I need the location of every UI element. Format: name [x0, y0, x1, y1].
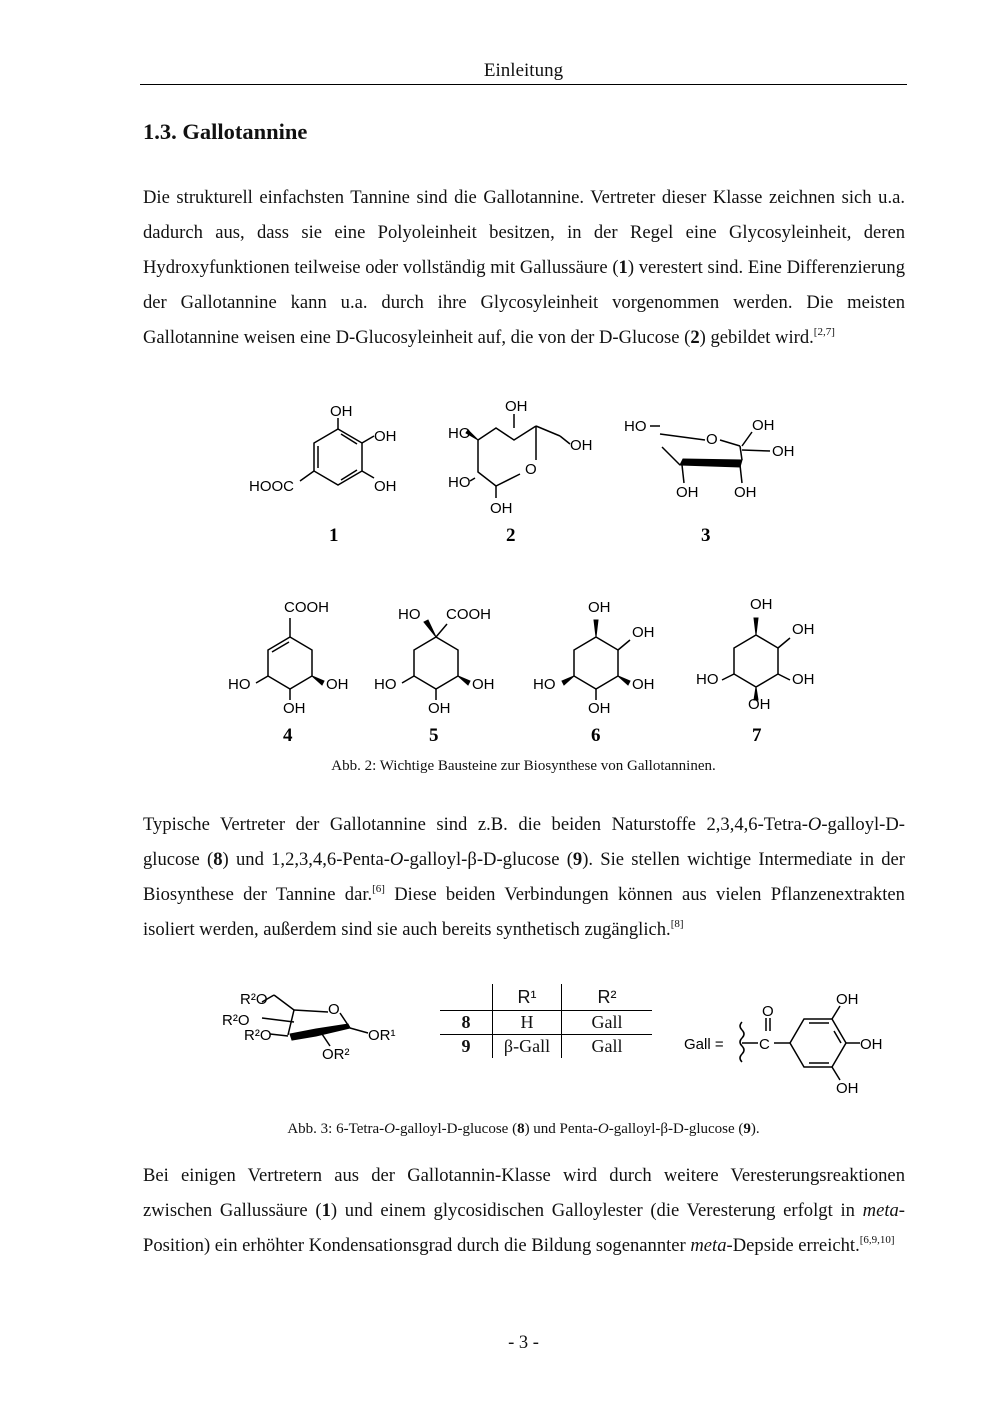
- compound-ref: 1: [618, 257, 628, 278]
- atom-label: COOH: [446, 606, 491, 623]
- atom-label: OH: [505, 398, 528, 415]
- structure-furanose: [624, 417, 795, 501]
- structure-quinic-acid: [374, 606, 495, 717]
- text-run: -galloyl-β-: [608, 1121, 674, 1137]
- table-cell-r2: Gall: [562, 1035, 653, 1059]
- atom-label: HO: [624, 418, 647, 435]
- text-run: Typische Vertreter der Gallotannine sind z.B. die beiden Naturstoffe 2,3,4,6-Tetra-: [143, 814, 808, 835]
- stereo-descriptor: D: [885, 814, 899, 835]
- compound-ref: 9: [743, 1121, 751, 1137]
- text-run: -galloyl-β-: [403, 849, 484, 870]
- atom-label: OH: [374, 478, 397, 495]
- column-header-r2: R²: [562, 984, 653, 1011]
- atom-label: OH: [428, 700, 451, 717]
- atom-label: HO: [696, 671, 719, 688]
- table-corner: [440, 984, 493, 1011]
- text-run: ).: [750, 1121, 760, 1137]
- atom-label: OH: [326, 676, 349, 693]
- text-run: ). Sie stellen wichtige Intermediate in der Biosynthese der Tannine dar.: [143, 849, 905, 905]
- atom-label: OH: [283, 700, 306, 717]
- atom-label: OH: [836, 1080, 859, 1097]
- structure-inositol-7: [696, 596, 815, 713]
- atom-label: OH: [570, 437, 593, 454]
- atom-label: R²O: [222, 1012, 250, 1029]
- citation: [6]: [372, 883, 385, 895]
- compound-ref: 2: [690, 327, 700, 348]
- table-cell-compound: 8: [440, 1011, 493, 1035]
- atom-label: O: [706, 431, 718, 448]
- atom-label: OH: [676, 484, 699, 501]
- text-run: ) und 1,2,3,4,6-Penta-: [222, 849, 390, 870]
- atom-label: O: [762, 1003, 774, 1020]
- compound-label: 1: [329, 525, 339, 546]
- atom-label: OH: [330, 403, 353, 420]
- compound-label: 7: [752, 725, 762, 746]
- paragraph-representatives: [143, 807, 905, 947]
- text-run: ) verestert sind. Eine Differenzierung der Gallotannine kann u.a. durch ihre Glycosyleinheit vorgenommen werden. Die meisten Gallotannine weisen eine: [143, 257, 905, 348]
- atom-label: O: [328, 1001, 340, 1018]
- table-cell-compound: 9: [461, 1036, 471, 1056]
- atom-label: OH: [472, 676, 495, 693]
- text-run: -Glucosyleinheit auf, die von der: [349, 327, 599, 348]
- table-cell-r1: β-Gall: [493, 1035, 562, 1059]
- text-run: -glucose (: [683, 1121, 744, 1137]
- citation: [2,7]: [813, 326, 835, 338]
- atom-label: OH: [734, 484, 757, 501]
- structure-glucose: [448, 398, 593, 517]
- atom-label: OH: [752, 417, 775, 434]
- compound-ref: 8: [213, 849, 223, 870]
- figure-3-caption: [140, 1121, 907, 1138]
- atom-label: HO: [374, 676, 397, 693]
- text-run: -galloyl-D-glucose (: [395, 1121, 518, 1137]
- atom-label: HO: [228, 676, 251, 693]
- stereo-descriptor: D: [483, 849, 497, 870]
- atom-label: C: [759, 1036, 770, 1053]
- atom-label: OH: [772, 443, 795, 460]
- text-run: ) und Penta-: [524, 1121, 598, 1137]
- atom-label: HO: [448, 425, 471, 442]
- italic-atom: O: [807, 814, 822, 835]
- citation: [8]: [670, 918, 684, 930]
- stereo-descriptor: D: [673, 1121, 684, 1137]
- atom-label: HO: [398, 606, 421, 623]
- atom-label: OH: [490, 500, 513, 517]
- text-run: Diese beiden Verbindungen können aus vielen Pflanzenextrakten isoliert werden, außerdem sind sie auch bereits synthetisch zugänglich.: [143, 884, 905, 940]
- atom-label: OH: [748, 696, 771, 713]
- italic-term: meta: [690, 1235, 727, 1256]
- paragraph-depsides: [143, 1158, 905, 1263]
- text-run: Bei einigen Vertretern aus der Gallotannin-Klasse wird durch weitere Veresterungsreaktionen zwischen Gallussäure (: [143, 1165, 905, 1221]
- atom-label: OH: [792, 621, 815, 638]
- table-row: [440, 1035, 652, 1059]
- atom-label: R²O: [244, 1027, 272, 1044]
- italic-atom: O: [389, 849, 404, 870]
- text-run: -Depside erreicht.: [726, 1235, 860, 1256]
- atom-label: OH: [374, 428, 397, 445]
- compound-ref: 8: [517, 1121, 525, 1137]
- atom-label: OR¹: [368, 1027, 396, 1044]
- citation: [6,9,10]: [859, 1234, 895, 1246]
- stereo-descriptor: D: [598, 327, 613, 348]
- running-head: Einleitung: [483, 60, 564, 81]
- figure-2-caption: Abb. 2: Wichtige Bausteine zur Biosynthese von Gallotanninen.: [331, 758, 716, 774]
- structure-inositol-6: [533, 599, 655, 717]
- atom-label: OH: [588, 700, 611, 717]
- compound-ref: 1: [321, 1200, 331, 1221]
- substituent-table: [440, 984, 652, 1058]
- atom-label: Gall =: [684, 1036, 724, 1053]
- text-run: Die strukturell einfachsten Tannine sind die Gallotannine. Vertreter dieser Klasse zeichnen sich u.a. dadurch aus, dass sie eine Polyoleinheit besitzen, in der Regel eine Glycosyleinheit, deren Hydroxyfunktionen teilweise oder vollständig mit Gallussäure (: [143, 187, 905, 278]
- structure-galloyl-definition: [684, 991, 883, 1097]
- column-header-r1: R¹: [493, 984, 562, 1011]
- italic-term: meta: [862, 1200, 899, 1221]
- atom-label: OH: [632, 676, 655, 693]
- stereo-descriptor: D: [335, 327, 350, 348]
- atom-label: O: [525, 461, 537, 478]
- structure-gallic-acid: [249, 403, 397, 495]
- compound-label: 6: [591, 725, 601, 746]
- text-run: ) gebildet wird.: [699, 327, 814, 348]
- atom-label: HO: [448, 474, 471, 491]
- atom-label: OH: [588, 599, 611, 616]
- text-run: -galloyl-: [821, 814, 886, 835]
- atom-label: OH: [750, 596, 773, 613]
- structure-galloyl-glucose: [222, 991, 396, 1063]
- compound-label: 3: [701, 525, 711, 546]
- atom-label: OH: [836, 991, 859, 1008]
- table-row: [440, 1011, 652, 1035]
- atom-label: OH: [792, 671, 815, 688]
- compound-label: 4: [283, 725, 293, 746]
- compound-label: 5: [429, 725, 439, 746]
- atom-label: OH: [860, 1036, 883, 1053]
- text-run: -glucose (: [496, 849, 573, 870]
- atom-label: R²O: [240, 991, 268, 1008]
- atom-label: HO: [533, 676, 556, 693]
- page-number: - 3 -: [508, 1333, 539, 1353]
- italic-atom: O: [597, 1121, 609, 1137]
- atom-label: OR²: [322, 1046, 350, 1063]
- text-run: Abb. 3: 6-Tetra-: [287, 1121, 385, 1137]
- table-cell-r2: Gall: [562, 1011, 653, 1035]
- compound-label: 2: [506, 525, 516, 546]
- table-cell-r1: H: [493, 1011, 562, 1035]
- section-title: 1.3. Gallotannine: [143, 119, 308, 144]
- table-header-row: [440, 984, 652, 1011]
- compound-ref: 9: [572, 849, 583, 870]
- italic-atom: O: [384, 1121, 396, 1137]
- atom-label: HOOC: [249, 478, 294, 495]
- structure-shikimic-acid: [228, 599, 349, 717]
- atom-label: OH: [632, 624, 655, 641]
- text-run: ) und einem glycosidischen Galloylester (die Veresterung erfolgt in: [330, 1200, 863, 1221]
- text-run: -Glucose (: [612, 327, 691, 348]
- atom-label: COOH: [284, 599, 329, 616]
- text-run: -glucose (: [143, 814, 905, 870]
- text-run: -Position) ein erhöhter Kondensationsgrad durch die Bildung sogenannter: [143, 1200, 905, 1256]
